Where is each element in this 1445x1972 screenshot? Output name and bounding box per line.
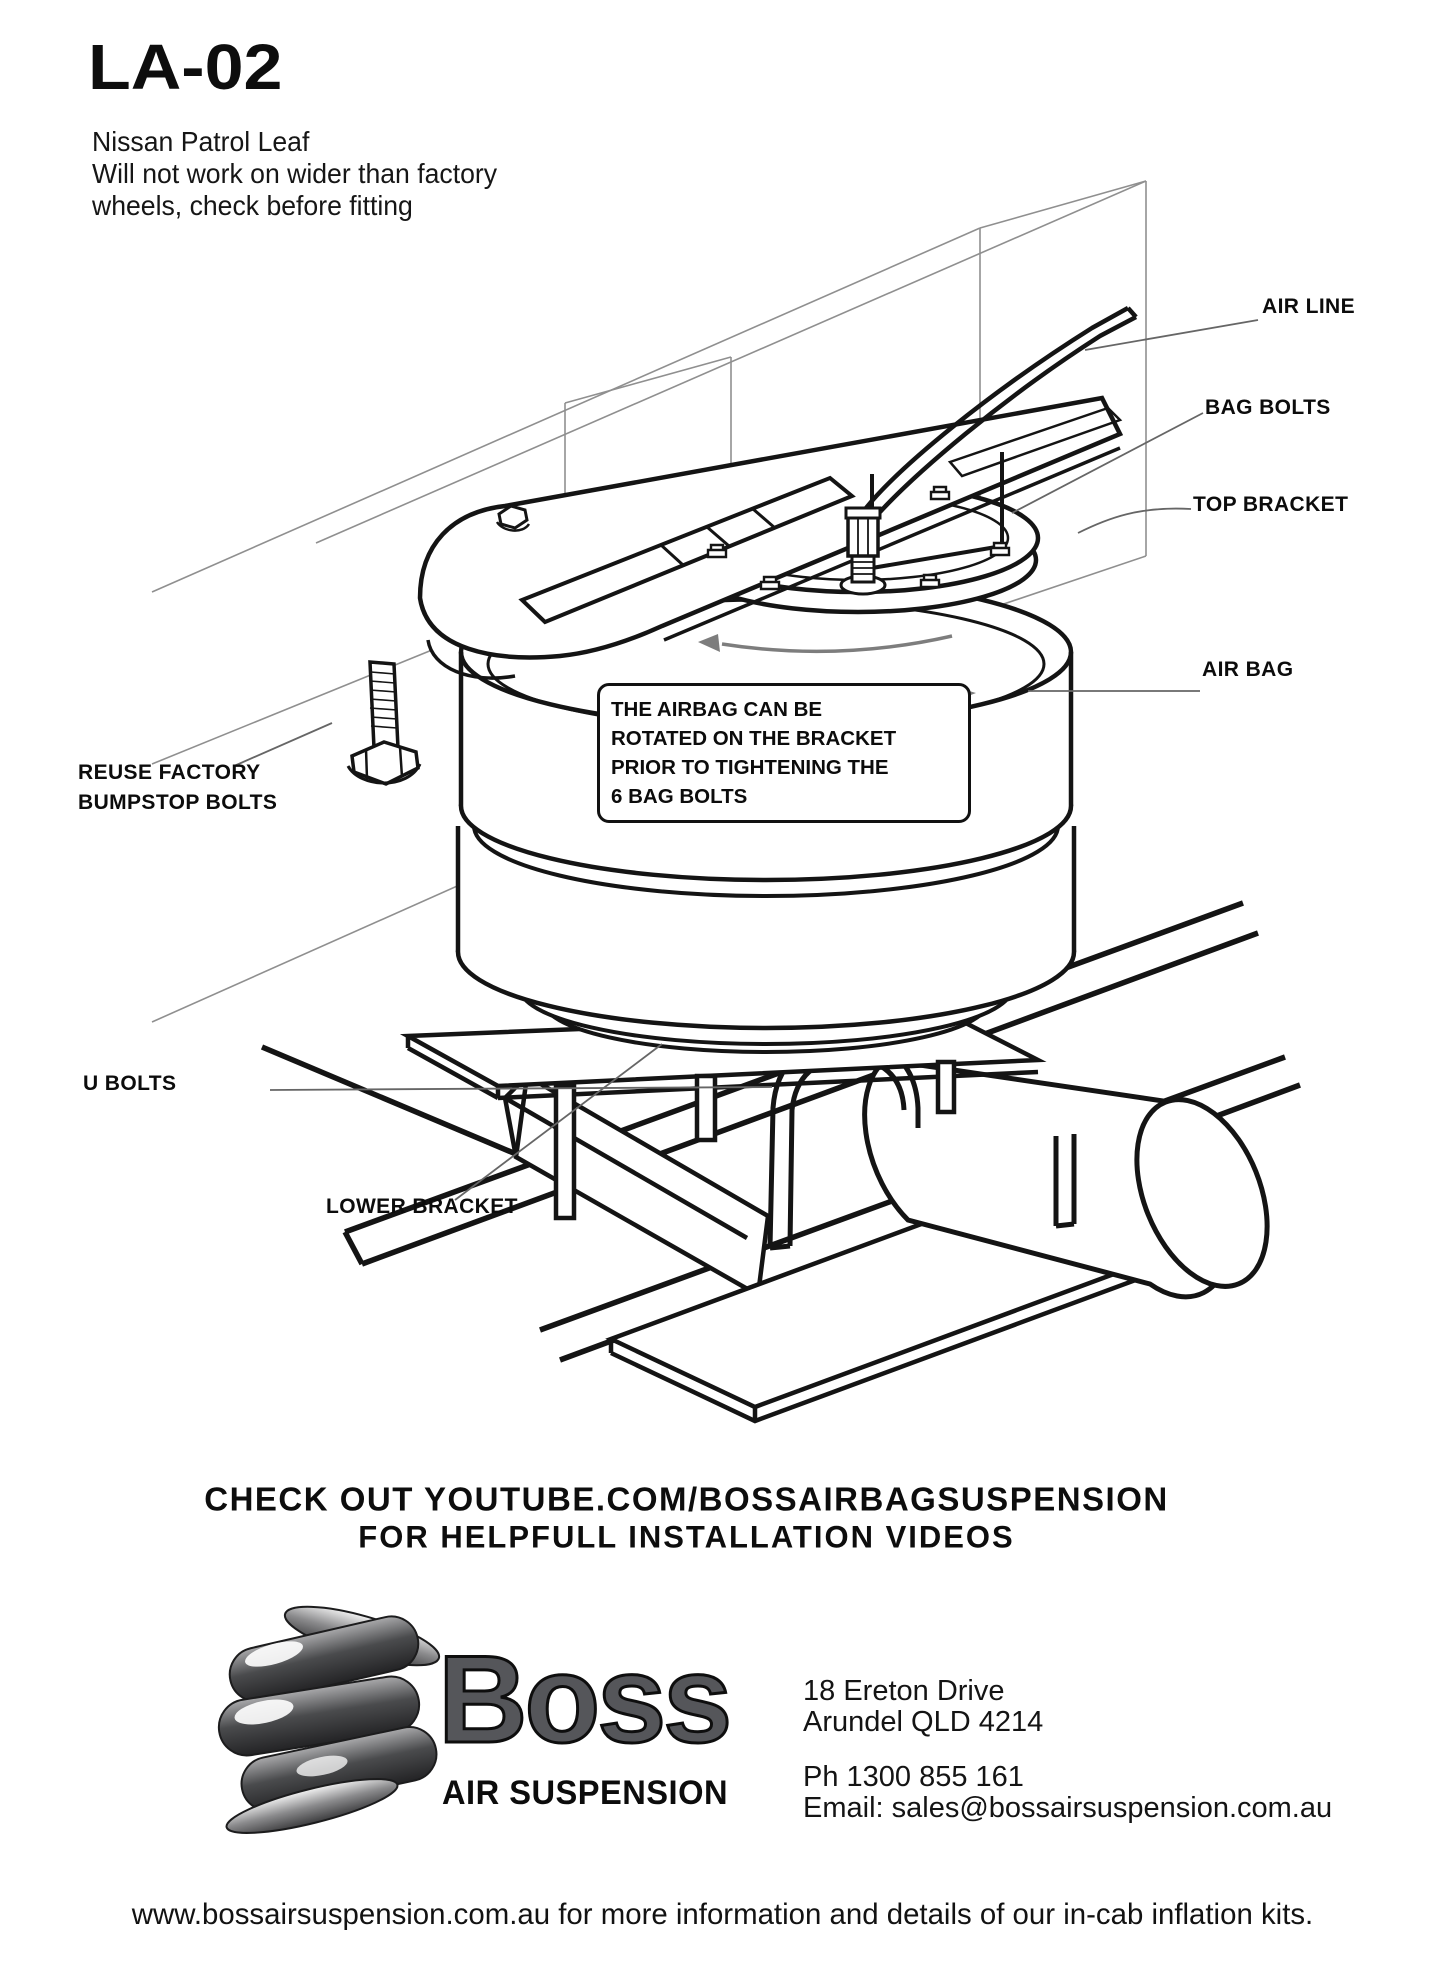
note-line: ROTATED ON THE BRACKET bbox=[611, 727, 897, 751]
address-line: 18 Ereton Drive bbox=[803, 1675, 1005, 1707]
note-line: PRIOR TO TIGHTENING THE bbox=[611, 756, 889, 780]
label-line: BUMPSTOP BOLTS bbox=[78, 790, 278, 814]
youtube-line: FOR HELPFULL INSTALLATION VIDEOS bbox=[358, 1518, 1015, 1555]
phone-line: Ph 1300 855 161 bbox=[803, 1761, 1024, 1793]
note-line: THE AIRBAG CAN BE bbox=[611, 698, 823, 721]
subtitle-line: wheels, check before fitting bbox=[92, 189, 413, 221]
label-top-bracket: TOP BRACKET bbox=[1193, 493, 1349, 516]
air-fitting-drawing bbox=[841, 508, 885, 594]
subtitle-line: Will not work on wider than factory bbox=[92, 157, 498, 189]
footer-website-line: www.bossairsuspension.com.au for more information and details of our in-cab inflation kits. bbox=[131, 1898, 1314, 1931]
spring-seat-channel bbox=[505, 1076, 768, 1295]
vehicle-subtitle bbox=[92, 126, 497, 222]
label-u-bolts: U BOLTS bbox=[83, 1072, 177, 1095]
label-reuse-factory-bumpstop-bolts bbox=[78, 758, 277, 818]
boss-airbag-logo bbox=[212, 1596, 447, 1841]
label-lower-bracket: LOWER BRACKET bbox=[326, 1195, 518, 1218]
brand-name: Boss bbox=[438, 1631, 730, 1769]
label-air-bag: AIR BAG bbox=[1202, 658, 1294, 681]
rotation-note-box bbox=[597, 683, 971, 823]
note-line: 6 BAG BOLTS bbox=[611, 785, 748, 809]
contact-block bbox=[803, 1762, 1332, 1825]
subtitle-line: Nissan Patrol Leaf bbox=[92, 126, 310, 157]
label-bag-bolts: BAG BOLTS bbox=[1205, 396, 1331, 419]
youtube-banner bbox=[0, 1479, 1373, 1555]
address-block bbox=[803, 1676, 1043, 1739]
youtube-line: CHECK OUT YOUTUBE.COM/BOSSAIRBAGSUSPENSION bbox=[204, 1479, 1169, 1518]
label-line: REUSE FACTORY bbox=[78, 761, 261, 784]
address-line: Arundel QLD 4214 bbox=[803, 1706, 1044, 1739]
email-line: Email: sales@bossairsuspension.com.au bbox=[803, 1792, 1333, 1825]
label-air-line: AIR LINE bbox=[1262, 295, 1356, 318]
brand-tagline: AIR SUSPENSION bbox=[442, 1774, 729, 1812]
product-code: LA-02 bbox=[88, 30, 283, 103]
